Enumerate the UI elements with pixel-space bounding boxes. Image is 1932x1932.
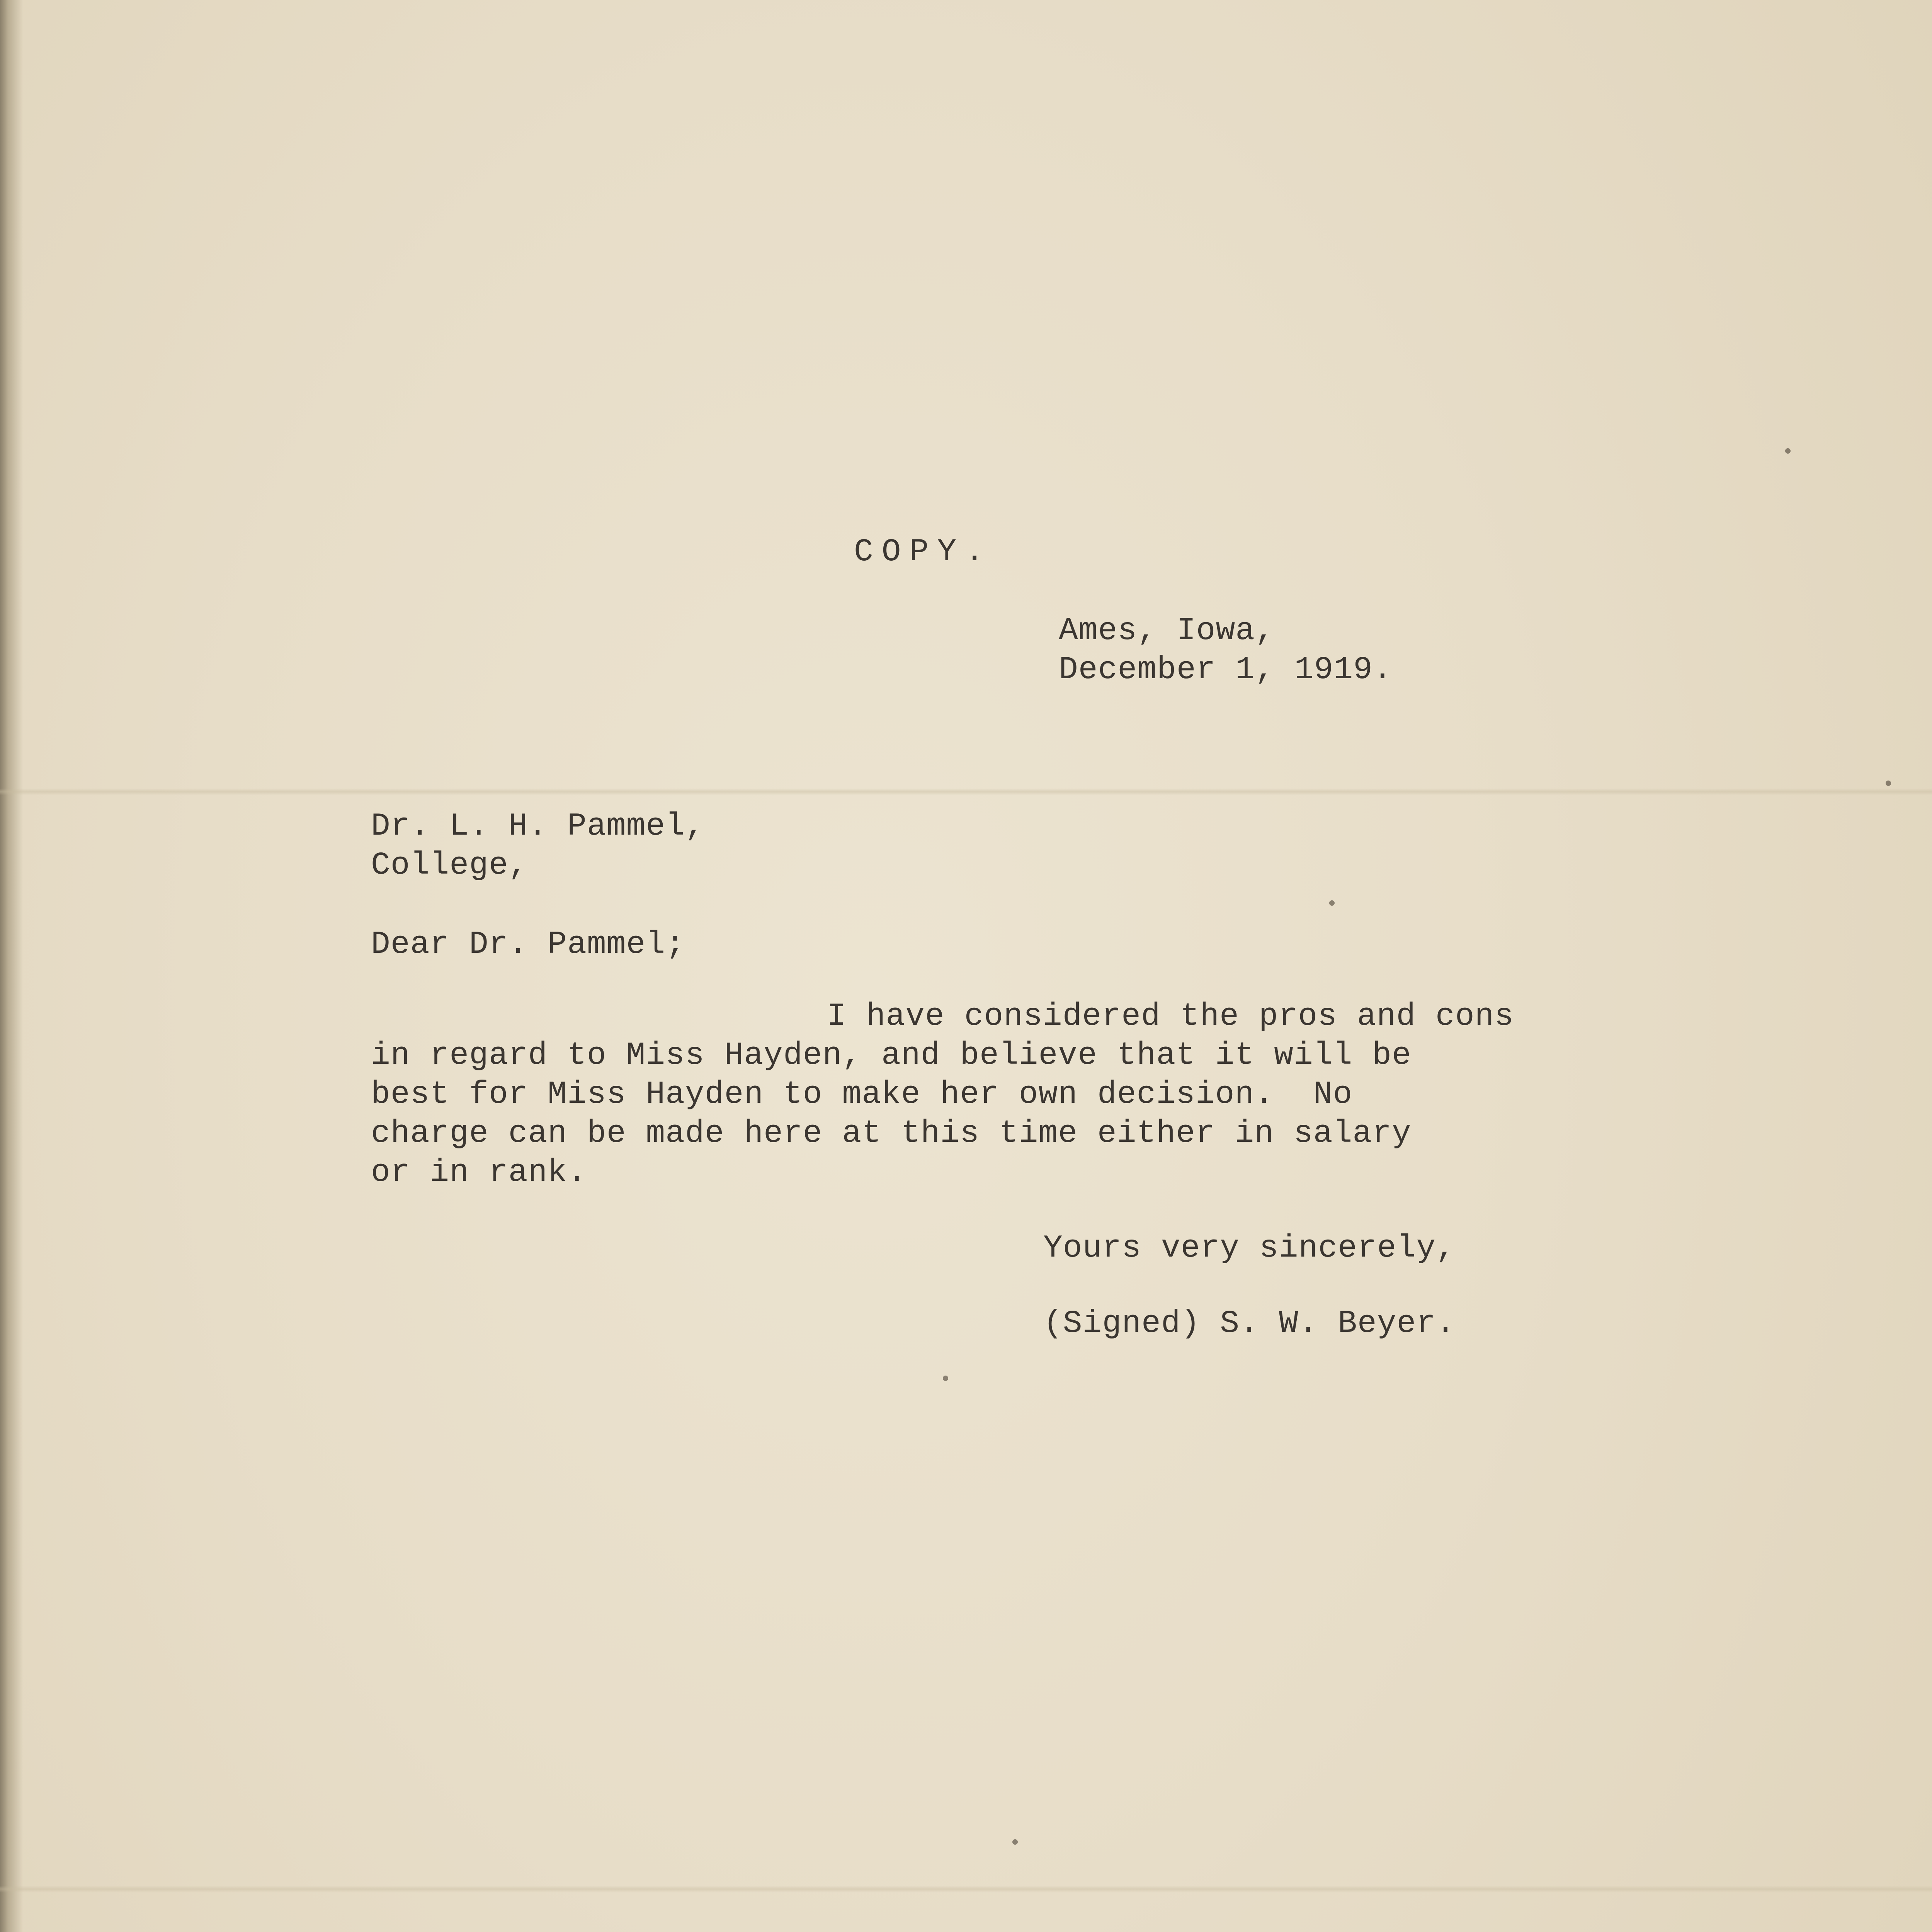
closing: Yours very sincerely, bbox=[1043, 1230, 1456, 1266]
body-line: or in rank. bbox=[371, 1154, 587, 1190]
paper-speck bbox=[943, 1376, 948, 1381]
body-line: I have considered the pros and cons bbox=[827, 998, 1514, 1034]
paper-speck bbox=[1012, 1839, 1018, 1845]
paper-speck bbox=[1329, 900, 1335, 906]
body-line: charge can be made here at this time either in salary bbox=[371, 1115, 1412, 1151]
signature: (Signed) S. W. Beyer. bbox=[1043, 1305, 1456, 1342]
copy-heading: COPY. bbox=[854, 534, 993, 570]
recipient-address: College, bbox=[371, 847, 528, 883]
salutation: Dear Dr. Pammel; bbox=[371, 926, 685, 963]
letter-place: Ames, Iowa, bbox=[1059, 612, 1275, 649]
body-line: in regard to Miss Hayden, and believe that it will be bbox=[371, 1037, 1412, 1073]
paper-speck bbox=[1785, 448, 1791, 454]
paper-fold bbox=[0, 788, 1932, 795]
recipient-name: Dr. L. H. Pammel, bbox=[371, 808, 705, 844]
paper-fold bbox=[0, 1886, 1932, 1893]
letter-date: December 1, 1919. bbox=[1059, 651, 1393, 688]
paper-edge bbox=[0, 0, 23, 1932]
body-line: best for Miss Hayden to make her own decision. No bbox=[371, 1076, 1353, 1112]
paper-speck bbox=[1886, 781, 1891, 786]
